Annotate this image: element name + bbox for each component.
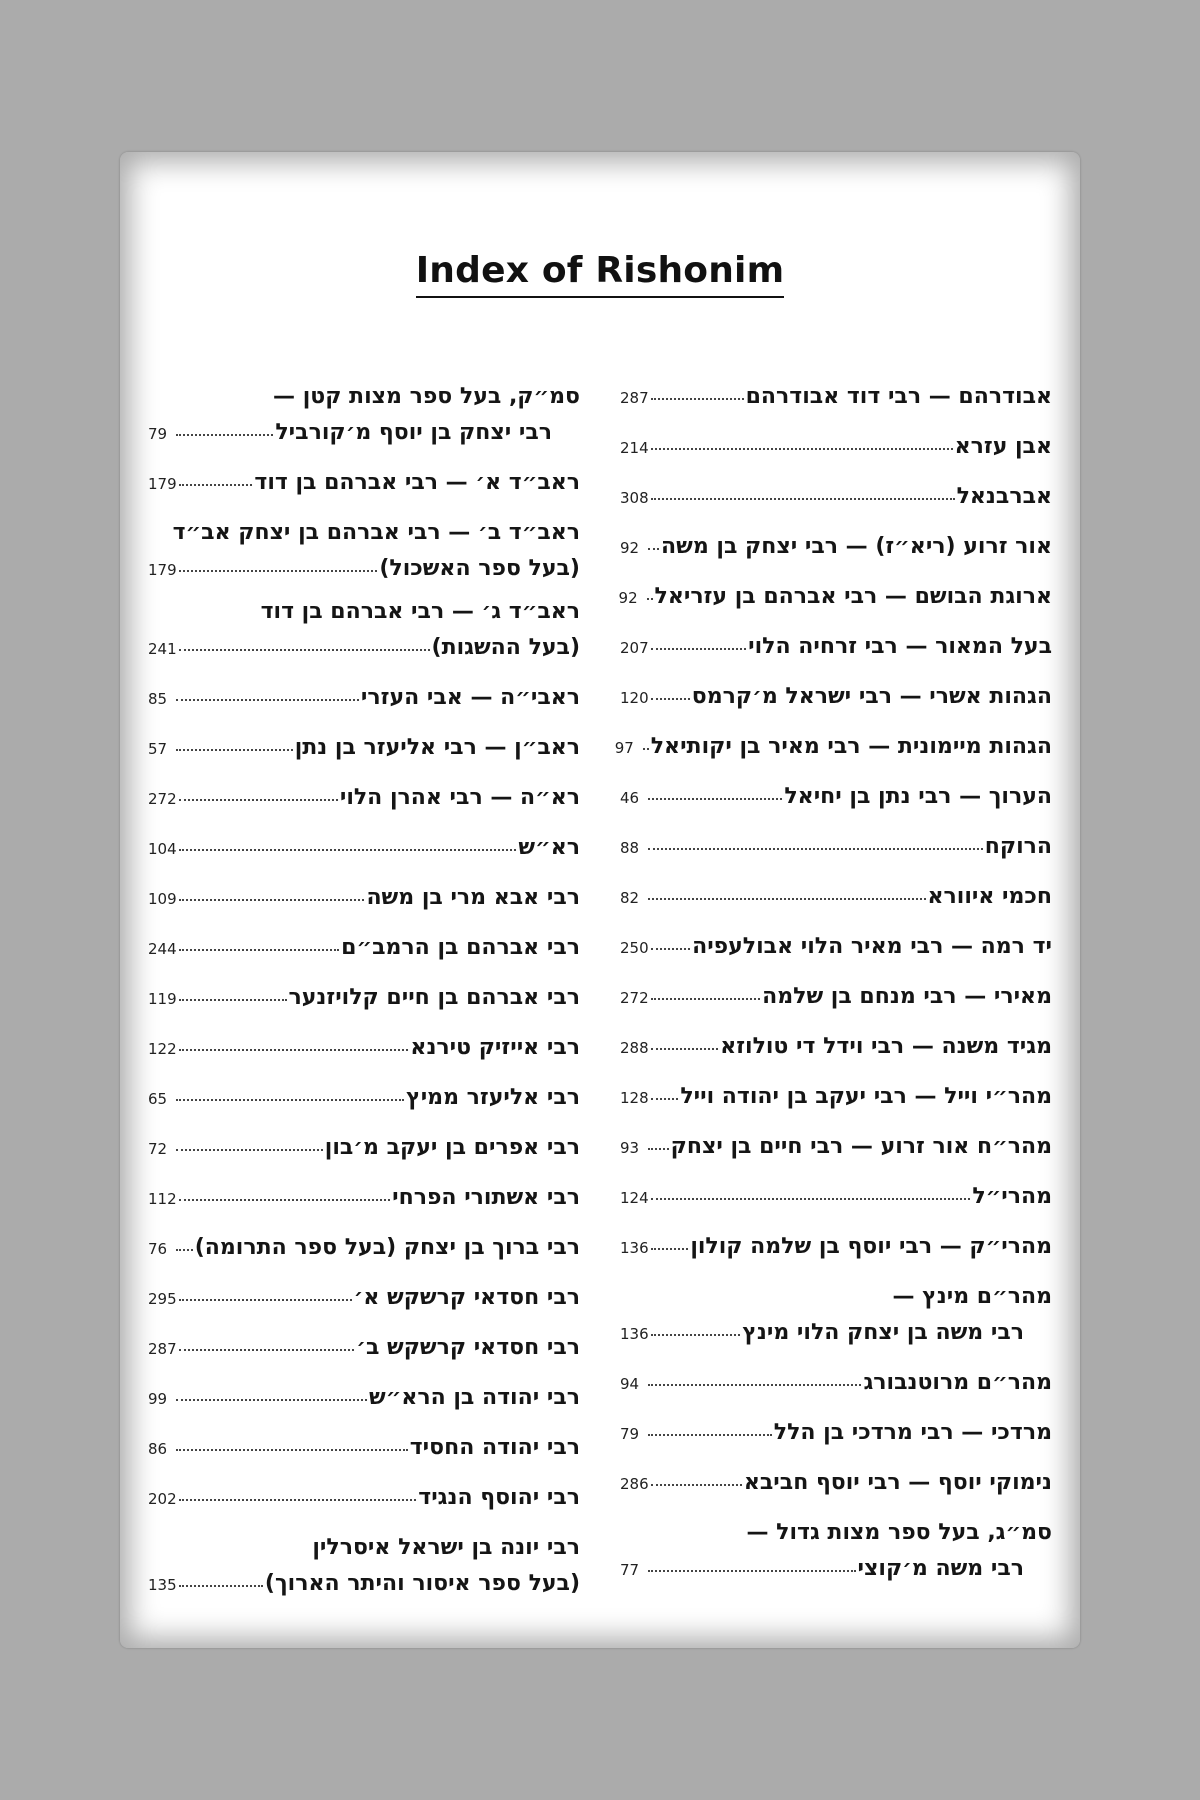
dot-leader: [651, 448, 953, 450]
entry-label: יד רמה — רבי מאיר הלוי אבולעפיה: [692, 934, 1052, 959]
index-entry: [148, 1473, 580, 1523]
index-entry-line: [148, 873, 580, 923]
dot-leader: [176, 749, 293, 751]
index-entry: [620, 1022, 1052, 1072]
entry-label: רבי ברוך בן יצחק (בעל ספר התרומה): [194, 1235, 580, 1260]
entry-label: ראב״ד א׳ — רבי אברהם בן דוד: [254, 470, 580, 495]
index-entry: [148, 594, 580, 666]
dot-leader: [648, 798, 782, 800]
entry-label: סמ״ק, בעל ספר מצות קטן —: [273, 384, 580, 409]
entry-label: בעל המאור — רבי זרחיה הלוי: [748, 634, 1052, 659]
index-entry: [148, 1273, 580, 1323]
index-entry-line: [620, 872, 1052, 922]
entry-label: מהר״ם מינץ —: [892, 1284, 1052, 1309]
index-entry-line: [620, 522, 1052, 572]
entry-label: הגהות אשרי — רבי ישראל מ׳קרמס: [691, 684, 1052, 709]
index-entry-line: [148, 458, 580, 508]
index-entry-line: [148, 1073, 580, 1123]
index-entry: [614, 722, 1052, 772]
entry-label: אבן עזרא: [954, 434, 1052, 459]
page-number: 214: [620, 439, 649, 457]
entry-label: (בעל ספר איסור והיתר הארוך): [264, 1571, 580, 1596]
dot-leader: [651, 648, 746, 650]
entry-label: רא״ש: [518, 835, 580, 860]
index-entry: [620, 972, 1052, 1022]
index-entry-line: [148, 1473, 580, 1523]
entry-label: רבי אפרים בן יעקב מ׳בון: [324, 1135, 580, 1160]
page-number: 57: [148, 740, 168, 758]
entry-label: רבי יונה בן ישראל איסרלין: [312, 1535, 580, 1560]
index-entry-line: [620, 622, 1052, 672]
entry-label: ראב״ד ג׳ — רבי אברהם בן דוד: [260, 599, 580, 624]
page-number: 241: [148, 640, 177, 658]
entry-label: מהר״ם מרוטנבורג: [863, 1370, 1052, 1395]
index-entry-line: [620, 1022, 1052, 1072]
index-entry: [148, 1530, 580, 1602]
page-number: 179: [148, 561, 177, 579]
entry-label: רא״ה — רבי אהרן הלוי: [339, 785, 580, 810]
dot-leader: [648, 1384, 861, 1386]
entry-label: רבי אברהם בן הרמב״ם: [341, 935, 580, 960]
index-entry-line: [620, 1222, 1052, 1272]
entry-label: מהרי״ל: [972, 1184, 1052, 1209]
page-number: 272: [148, 790, 177, 808]
index-entry: [148, 1223, 580, 1273]
page-number: 79: [620, 1425, 640, 1443]
page-number: 308: [620, 489, 649, 507]
index-entry-line: [148, 379, 580, 415]
entry-label: רבי יצחק בן יוסף מ׳קורביל: [275, 420, 552, 445]
dot-leader: [179, 649, 430, 651]
dot-leader: [643, 748, 649, 750]
page-number: 86: [148, 1440, 168, 1458]
page-number: 120: [620, 689, 649, 707]
entry-label: רבי יהודה החסיד: [409, 1435, 580, 1460]
page-number: 135: [148, 1576, 177, 1594]
page-number: 109: [148, 890, 177, 908]
dot-leader: [651, 1048, 719, 1050]
index-entry: [620, 572, 1052, 622]
entry-label: מהר״ח אור זרוע — רבי חיים בן יצחק: [670, 1134, 1052, 1159]
page-number: 46: [620, 789, 640, 807]
dot-leader: [176, 1399, 367, 1401]
index-entry: [620, 1172, 1052, 1222]
index-entry-line: [620, 1358, 1052, 1408]
index-entry-line: [148, 1123, 580, 1173]
dot-leader: [648, 898, 926, 900]
page-number: 124: [620, 1189, 649, 1207]
index-entry-line: [148, 1273, 580, 1323]
page-number: 97: [614, 739, 634, 757]
index-entry-line: [620, 672, 1052, 722]
entry-label: הערוך — רבי נתן בן יחיאל: [784, 784, 1052, 809]
index-entry: [620, 822, 1052, 872]
page-number: 207: [620, 639, 649, 657]
index-entry-line: [620, 572, 1052, 622]
page-number: 179: [148, 475, 177, 493]
entry-label: רבי משה מ׳קוצי: [857, 1556, 1024, 1581]
index-entry: [620, 522, 1052, 572]
index-entry: [620, 1515, 1052, 1587]
entry-label: מגיד משנה — רבי וידל די טולוזא: [720, 1034, 1052, 1059]
index-entry: [620, 622, 1052, 672]
entry-label: מאירי — רבי מנחם בן שלמה: [762, 984, 1052, 1009]
dot-leader: [648, 1570, 856, 1572]
index-entry: [148, 1123, 580, 1173]
dot-leader: [179, 1349, 355, 1351]
dot-leader: [651, 1198, 971, 1200]
entry-label: רבי אייזיק טירנא: [410, 1035, 580, 1060]
index-entry-line: [148, 415, 580, 451]
index-entry: [148, 515, 580, 587]
page-number: 99: [148, 1390, 168, 1408]
dot-leader: [651, 498, 955, 500]
index-entry: [620, 1222, 1052, 1272]
index-entry-line: [620, 1458, 1052, 1508]
index-entry-line: [620, 422, 1052, 472]
entry-label: רבי יהודה בן הרא״ש: [369, 1385, 580, 1410]
dot-leader: [176, 1449, 408, 1451]
page-number: 85: [148, 690, 168, 708]
dot-leader: [647, 598, 653, 600]
entry-label: (בעל ספר האשכול): [379, 556, 580, 581]
index-entry-line: [620, 1515, 1052, 1551]
dot-leader: [179, 999, 287, 1001]
index-column-right: [614, 372, 1052, 1612]
index-entry-line: [614, 722, 1052, 772]
page-number: 272: [620, 989, 649, 1007]
index-entry: [620, 1072, 1052, 1122]
dot-leader: [651, 1334, 741, 1336]
index-entry: [148, 458, 580, 508]
index-entry-line: [148, 1566, 580, 1602]
entry-label: רבי משה בן יצחק הלוי מינץ: [742, 1320, 1024, 1345]
dot-leader: [651, 1098, 679, 1100]
entry-label: אברבנאל: [956, 484, 1052, 509]
index-entry-line: [620, 972, 1052, 1022]
index-entry-line: [620, 1279, 1052, 1315]
page-number: 295: [148, 1290, 177, 1308]
index-entry: [620, 872, 1052, 922]
dot-leader: [179, 849, 517, 851]
index-entry: [148, 673, 580, 723]
index-entry: [620, 1122, 1052, 1172]
page-number: 88: [620, 839, 640, 857]
page-number: 76: [148, 1240, 168, 1258]
page-number: 79: [148, 425, 168, 443]
dot-leader: [648, 848, 983, 850]
page-number: 119: [148, 990, 177, 1008]
page-number: 104: [148, 840, 177, 858]
index-entry: [148, 1373, 580, 1423]
index-entry: [620, 1458, 1052, 1508]
index-entry: [620, 1358, 1052, 1408]
dot-leader: [176, 1149, 323, 1151]
page-number: 244: [148, 940, 177, 958]
index-entry: [148, 773, 580, 823]
index-entry-line: [620, 772, 1052, 822]
page-number: 82: [620, 889, 640, 907]
dot-leader: [651, 398, 744, 400]
dot-leader: [179, 949, 340, 951]
page-number: 136: [620, 1325, 649, 1343]
index-entry-line: [148, 773, 580, 823]
dot-leader: [179, 1299, 352, 1301]
dot-leader: [648, 548, 659, 550]
page-number: 65: [148, 1090, 168, 1108]
index-entry-line: [620, 1122, 1052, 1172]
index-entry-line: [620, 472, 1052, 522]
dot-leader: [179, 799, 338, 801]
entry-label: רבי חסדאי קרשקש ב׳: [356, 1335, 580, 1360]
index-entry-line: [148, 923, 580, 973]
entry-label: מהרי״ק — רבי יוסף בן שלמה קולון: [690, 1234, 1052, 1259]
index-entry: [148, 1323, 580, 1373]
entry-label: רבי אליעזר ממיץ: [406, 1085, 580, 1110]
title-wrap: [120, 250, 1080, 298]
index-entry-line: [148, 1173, 580, 1223]
index-entry-line: [148, 1423, 580, 1473]
page-number: 287: [620, 389, 649, 407]
page-number: 92: [620, 539, 640, 557]
page-number: 250: [620, 939, 649, 957]
dot-leader: [651, 1484, 742, 1486]
entry-label: אבודרהם — רבי דוד אבודרהם: [745, 384, 1052, 409]
entry-label: חכמי איוורא: [927, 884, 1052, 909]
page-title: Index of Rishonim: [416, 250, 785, 298]
index-entry-line: [620, 822, 1052, 872]
dot-leader: [651, 1248, 689, 1250]
page-number: 77: [620, 1561, 640, 1579]
entry-label: רבי אשתורי הפרחי: [392, 1185, 580, 1210]
index-entry-line: [148, 723, 580, 773]
index-entry: [148, 379, 580, 451]
entry-label: מרדכי — רבי מרדכי בן הלל: [773, 1420, 1052, 1445]
index-entry-line: [148, 1530, 580, 1566]
index-entry: [148, 873, 580, 923]
page-number: 122: [148, 1040, 177, 1058]
entry-label: הרוקח: [984, 834, 1052, 859]
index-entry-line: [620, 1072, 1052, 1122]
index-entry-line: [148, 1323, 580, 1373]
entry-label: מהר״י וייל — רבי יעקב בן יהודה וייל: [680, 1084, 1052, 1109]
page-number: 288: [620, 1039, 649, 1057]
index-entry: [620, 372, 1052, 422]
index-entry-line: [148, 1373, 580, 1423]
dot-leader: [179, 570, 378, 572]
index-entry: [148, 1073, 580, 1123]
dot-leader: [176, 434, 273, 436]
dot-leader: [651, 948, 690, 950]
index-entry: [620, 772, 1052, 822]
index-entry: [148, 1423, 580, 1473]
page-number: 286: [620, 1475, 649, 1493]
index-entry-line: [620, 922, 1052, 972]
entry-label: אור זרוע (ריא״ז) — רבי יצחק בן משה: [661, 534, 1052, 559]
page-number: 112: [148, 1190, 177, 1208]
index-entry-line: [148, 594, 580, 630]
dot-leader: [179, 1199, 390, 1201]
dot-leader: [176, 1249, 193, 1251]
index-entry-line: [148, 515, 580, 551]
index-entry: [620, 922, 1052, 972]
dot-leader: [179, 1499, 417, 1501]
index-column-left: [148, 372, 580, 1612]
entry-label: ארוגת הבושם — רבי אברהם בן עזריאל: [654, 584, 1052, 609]
index-entry-line: [620, 1551, 1052, 1587]
index-entry-line: [148, 551, 580, 587]
page-number: 92: [618, 589, 638, 607]
page-number: 93: [620, 1139, 640, 1157]
index-entry: [148, 823, 580, 873]
dot-leader: [651, 998, 760, 1000]
dot-leader: [651, 698, 690, 700]
index-entry: [620, 472, 1052, 522]
entry-label: נימוקי יוסף — רבי יוסף חביבא: [743, 1470, 1052, 1495]
page-number: 72: [148, 1140, 168, 1158]
entry-label: ראב״ן — רבי אליעזר בן נתן: [294, 735, 580, 760]
entry-label: סמ״ג, בעל ספר מצות גדול —: [746, 1520, 1052, 1545]
dot-leader: [648, 1148, 669, 1150]
page-number: 128: [620, 1089, 649, 1107]
entry-label: הגהות מיימונית — רבי מאיר בן יקותיאל: [650, 734, 1052, 759]
entry-label: רבי אברהם בן חיים קלויזנער: [288, 985, 580, 1010]
dot-leader: [176, 699, 359, 701]
index-entry: [148, 723, 580, 773]
page-number: 94: [620, 1375, 640, 1393]
index-entry-line: [148, 823, 580, 873]
index-entry: [148, 1023, 580, 1073]
dot-leader: [176, 1099, 404, 1101]
index-entry: [620, 1279, 1052, 1351]
index-entry-line: [620, 372, 1052, 422]
index-entry-line: [148, 630, 580, 666]
index-entry-line: [148, 673, 580, 723]
entry-label: רבי חסדאי קרשקש א׳: [353, 1285, 580, 1310]
index-entry-line: [620, 1172, 1052, 1222]
entry-label: רבי יהוסף הנגיד: [418, 1485, 580, 1510]
dot-leader: [179, 899, 365, 901]
page-number: 287: [148, 1340, 177, 1358]
entry-label: ראב״ד ב׳ — רבי אברהם בן יצחק אב״ד: [172, 520, 580, 545]
index-entry-line: [148, 973, 580, 1023]
index-entry: [148, 923, 580, 973]
page-number: 202: [148, 1490, 177, 1508]
dot-leader: [179, 484, 253, 486]
entry-label: ראבי״ה — אבי העזרי: [360, 685, 580, 710]
index-entry: [148, 1173, 580, 1223]
index-page: [120, 152, 1080, 1648]
index-entry-line: [620, 1408, 1052, 1458]
dot-leader: [179, 1049, 409, 1051]
entry-label: רבי אבא מרי בן משה: [366, 885, 580, 910]
index-entry: [620, 422, 1052, 472]
index-entry-line: [148, 1223, 580, 1273]
index-entry: [148, 973, 580, 1023]
dot-leader: [179, 1585, 263, 1587]
page-number: 136: [620, 1239, 649, 1257]
index-entry-line: [148, 1023, 580, 1073]
index-entry: [620, 1408, 1052, 1458]
index-entry-line: [620, 1315, 1052, 1351]
dot-leader: [648, 1434, 772, 1436]
index-entry: [620, 672, 1052, 722]
entry-label: (בעל ההשגות): [431, 635, 580, 660]
